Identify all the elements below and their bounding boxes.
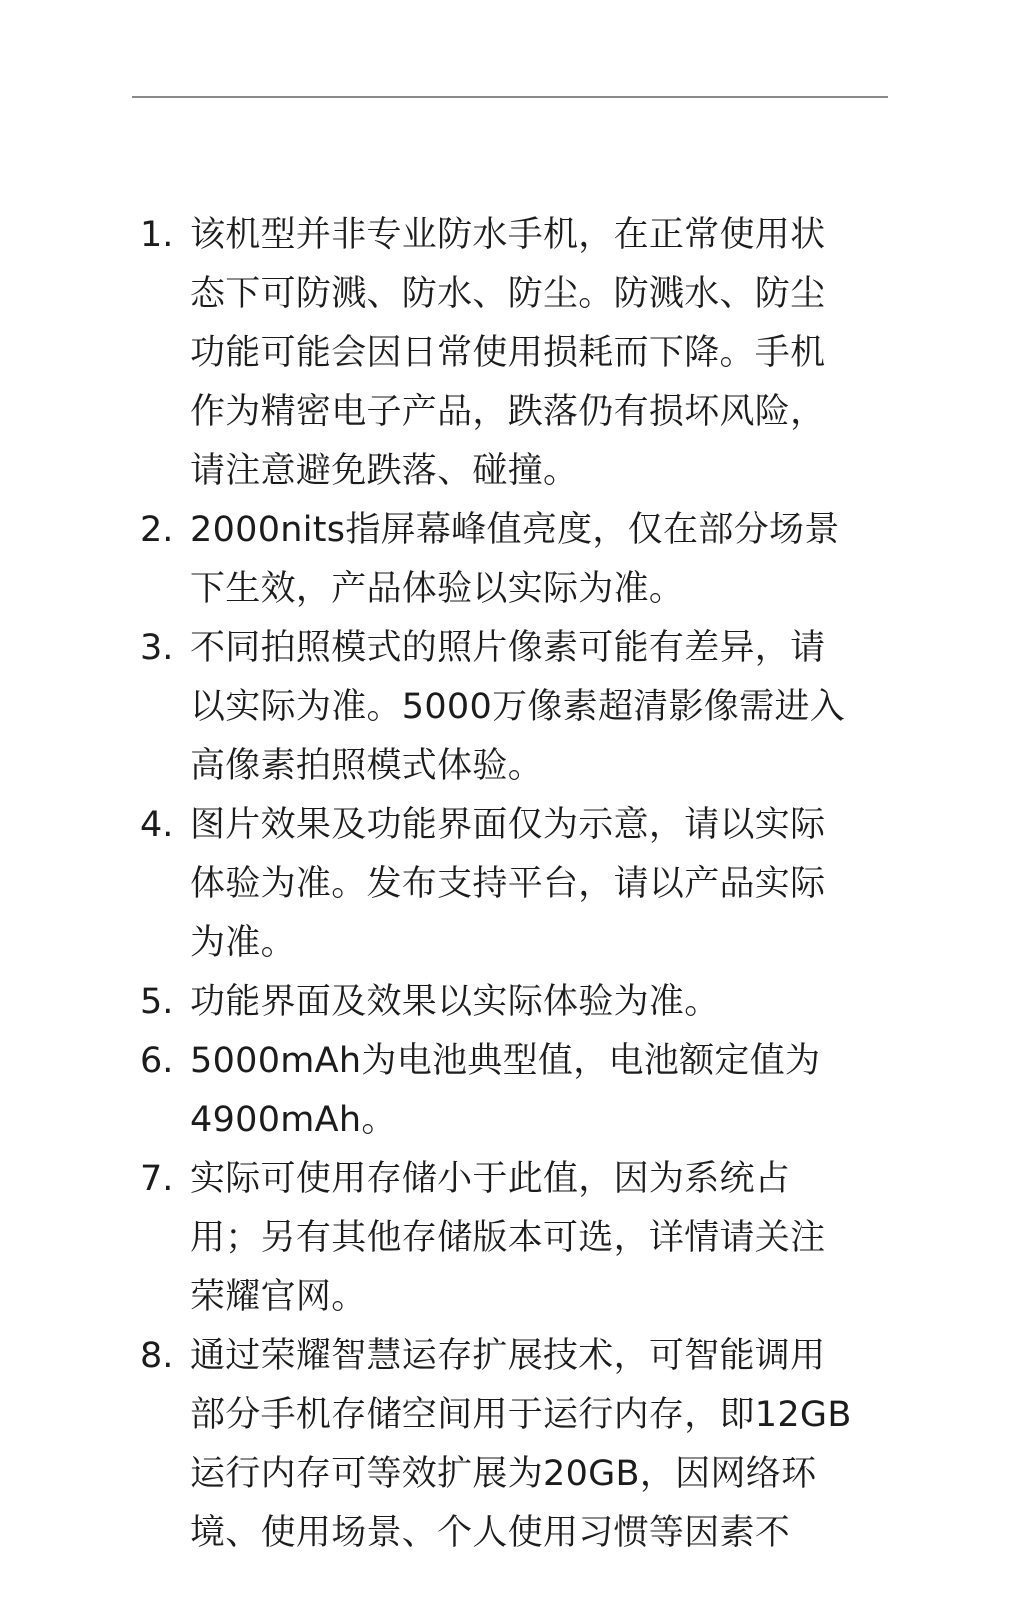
note-line: 通过荣耀智慧运存扩展技术，可智能调用: [190, 1336, 826, 1376]
note-number: 2.: [140, 510, 174, 550]
note-line: 为准。: [190, 923, 296, 963]
note-item: [140, 973, 890, 1032]
note-number: 8.: [140, 1336, 174, 1376]
note-text: [190, 1327, 890, 1563]
note-item: [140, 1150, 890, 1327]
note-number: 3.: [140, 628, 174, 668]
note-line: 态下可防溅、防水、防尘。防溅水、防尘: [190, 274, 826, 314]
note-text: [190, 1150, 890, 1327]
note-number: 1.: [140, 215, 174, 255]
note-line: 用；另有其他存储版本可选，详情请关注: [190, 1218, 826, 1258]
note-text: [190, 973, 890, 1032]
note-text: [190, 501, 890, 619]
note-line: 体验为准。发布支持平台，请以产品实际: [190, 864, 826, 904]
note-line: 该机型并非专业防水手机，在正常使用状: [190, 215, 826, 255]
note-item: [140, 206, 890, 501]
note-line: 荣耀官网。: [190, 1277, 367, 1317]
disclaimer-notes-list: [140, 206, 890, 1563]
note-item: [140, 1327, 890, 1563]
note-text: [190, 619, 890, 796]
note-line: 功能界面及效果以实际体验为准。: [190, 982, 720, 1022]
note-line: 高像素拍照模式体验。: [190, 746, 544, 786]
note-item: [140, 619, 890, 796]
note-item: [140, 1032, 890, 1150]
note-line: 图片效果及功能界面仅为示意，请以实际: [190, 805, 826, 845]
note-number: 4.: [140, 805, 174, 845]
note-line: 运行内存可等效扩展为20GB，因网络环: [190, 1454, 817, 1494]
note-line: 部分手机存储空间用于运行内存，即12GB: [190, 1395, 852, 1435]
note-line: 5000mAh为电池典型值，电池额定值为: [190, 1041, 821, 1081]
note-text: [190, 206, 890, 501]
note-line: 下生效，产品体验以实际为准。: [190, 569, 685, 609]
note-line: 功能可能会因日常使用损耗而下降。手机: [190, 333, 826, 373]
note-text: [190, 1032, 890, 1150]
note-number: 5.: [140, 982, 174, 1022]
note-line: 作为精密电子产品，跌落仍有损坏风险，: [190, 392, 826, 432]
note-item: [140, 501, 890, 619]
top-divider: [132, 96, 888, 98]
note-line: 实际可使用存储小于此值，因为系统占: [190, 1159, 791, 1199]
note-line: 请注意避免跌落、碰撞。: [190, 451, 579, 491]
note-line: 不同拍照模式的照片像素可能有差异，请: [190, 628, 826, 668]
note-line: 以实际为准。5000万像素超清影像需进入: [190, 687, 846, 727]
note-line: 4900mAh。: [190, 1100, 397, 1140]
note-text: [190, 796, 890, 973]
note-number: 7.: [140, 1159, 174, 1199]
note-item: [140, 796, 890, 973]
note-line: 2000nits指屏幕峰值亮度，仅在部分场景: [190, 510, 840, 550]
note-number: 6.: [140, 1041, 174, 1081]
note-line: 境、使用场景、个人使用习惯等因素不: [190, 1513, 791, 1553]
